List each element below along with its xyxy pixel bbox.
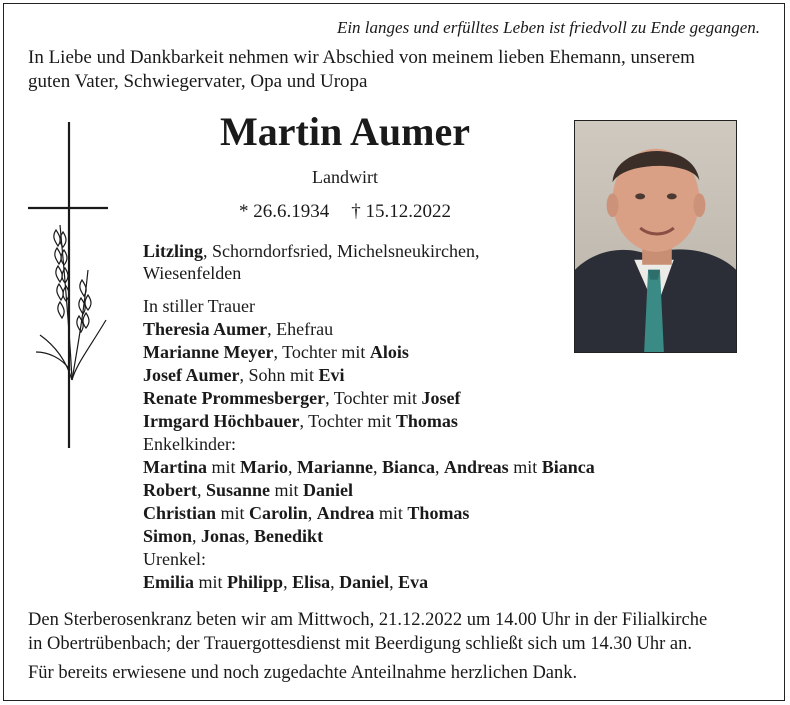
thanks-text: Für bereits erwiesene und noch zugedachte Anteilnahme herzlichen Dank. bbox=[28, 663, 578, 683]
mourner-text: , bbox=[389, 572, 399, 592]
mourner-line bbox=[143, 525, 703, 548]
life-dates bbox=[140, 201, 550, 223]
mourner-line bbox=[143, 456, 703, 479]
mourner-name: Daniel bbox=[339, 572, 390, 592]
mourner-name: Daniel bbox=[303, 480, 354, 500]
places bbox=[143, 240, 563, 284]
mourner-text: , bbox=[307, 503, 317, 523]
mourner-name: Thomas bbox=[395, 411, 458, 431]
profession: Landwirt bbox=[312, 167, 378, 187]
motto: Ein langes und erfülltes Leben ist friedvoll zu Ende gegangen. bbox=[336, 18, 760, 37]
mourner-name: Jonas bbox=[201, 526, 246, 546]
mourner-text: mit bbox=[508, 457, 542, 477]
mourner-name: Susanne bbox=[205, 480, 271, 500]
service-line: in Obertrübenbach; der Trauergottesdienst mit Beerdigung schließt sich um 14.30 Uhr an. bbox=[28, 634, 692, 654]
portrait-image bbox=[575, 121, 736, 352]
cross-with-wheat-icon bbox=[26, 120, 116, 450]
mourner-name: Elisa bbox=[292, 572, 331, 592]
mourner-text: , bbox=[196, 480, 206, 500]
mourner-name: Bianca bbox=[541, 457, 595, 477]
mourner-text: Enkelkinder: bbox=[143, 434, 236, 454]
mourner-line bbox=[143, 364, 703, 387]
mourner-text: , bbox=[330, 572, 340, 592]
service-line: Den Sterberosenkranz beten wir am Mittwoch, 21.12.2022 um 14.00 Uhr in der Filialkirche bbox=[28, 610, 708, 630]
birth-date: * 26.6.1934 bbox=[239, 201, 330, 222]
places-line bbox=[143, 240, 563, 262]
mourner-line bbox=[143, 571, 703, 594]
place-bold: Litzling bbox=[143, 241, 204, 261]
mourner-name: Evi bbox=[318, 365, 345, 385]
mourner-text: Urenkel: bbox=[143, 549, 206, 569]
mourner-name: Mario bbox=[240, 457, 288, 477]
mourner-name: Benedikt bbox=[254, 526, 324, 546]
mourner-line bbox=[143, 479, 703, 502]
mourner-text: mit bbox=[374, 503, 408, 523]
mourner-line bbox=[143, 548, 703, 571]
mourner-lines bbox=[143, 318, 703, 594]
portrait-photo bbox=[574, 120, 737, 353]
mourner-name: Martina bbox=[143, 457, 207, 477]
intro-line: guten Vater, Schwiegervater, Opa und Uropa bbox=[28, 71, 368, 92]
mourners-heading: In stiller Trauer bbox=[143, 296, 255, 316]
mourner-text: , bbox=[192, 526, 202, 546]
mourner-name: Josef Aumer bbox=[143, 365, 240, 385]
mourner-name: Simon bbox=[143, 526, 193, 546]
mourner-text: mit bbox=[194, 572, 228, 592]
mourner-line bbox=[143, 502, 703, 525]
mourner-text: , Tochter mit bbox=[273, 342, 370, 362]
mourner-name: Emilia bbox=[143, 572, 195, 592]
mourner-text: , bbox=[435, 457, 444, 477]
mourner-text: , Sohn mit bbox=[239, 365, 319, 385]
mourner-text: mit bbox=[270, 480, 304, 500]
places-line: Wiesenfelden bbox=[143, 263, 242, 283]
mourner-name: Thomas bbox=[407, 503, 470, 523]
mourner-name: Carolin bbox=[249, 503, 308, 523]
mourner-name: Eva bbox=[398, 572, 429, 592]
mourner-name: Marianne Meyer bbox=[143, 342, 274, 362]
mourner-text: , bbox=[283, 572, 293, 592]
intro-line: In Liebe und Dankbarkeit nehmen wir Abschied von meinem lieben Ehemann, unserem bbox=[28, 47, 695, 68]
mourner-text: , bbox=[287, 457, 297, 477]
place-rest: , Schorndorfsried, Michelsneukirchen, bbox=[203, 241, 480, 261]
mourner-text: , Ehefrau bbox=[267, 319, 334, 339]
mourner-text: , bbox=[245, 526, 255, 546]
mourner-name: Renate Prommesberger bbox=[143, 388, 326, 408]
deceased-name: Martin Aumer bbox=[220, 109, 470, 154]
mourner-text: , Tochter mit bbox=[325, 388, 422, 408]
death-date: † 15.12.2022 bbox=[351, 201, 451, 222]
mourner-name: Irmgard Höchbauer bbox=[143, 411, 300, 431]
service-text bbox=[28, 608, 778, 656]
mourner-text: , bbox=[372, 457, 382, 477]
mourner-line bbox=[143, 387, 703, 410]
mourner-name: Andreas bbox=[444, 457, 509, 477]
mourner-text: , Tochter mit bbox=[299, 411, 396, 431]
mourner-text: mit bbox=[216, 503, 250, 523]
mourner-name: Marianne bbox=[296, 457, 373, 477]
mourner-name: Josef bbox=[421, 388, 461, 408]
mourner-name: Alois bbox=[369, 342, 409, 362]
mourner-name: Christian bbox=[143, 503, 217, 523]
mourner-name: Theresia Aumer bbox=[143, 319, 268, 339]
mourner-name: Andrea bbox=[316, 503, 375, 523]
mourner-line bbox=[143, 410, 703, 433]
mourner-name: Robert bbox=[143, 480, 197, 500]
intro-text bbox=[28, 46, 768, 94]
mourner-text: mit bbox=[206, 457, 240, 477]
mourner-name: Bianca bbox=[381, 457, 435, 477]
mourner-line bbox=[143, 433, 703, 456]
mourner-name: Philipp bbox=[227, 572, 284, 592]
